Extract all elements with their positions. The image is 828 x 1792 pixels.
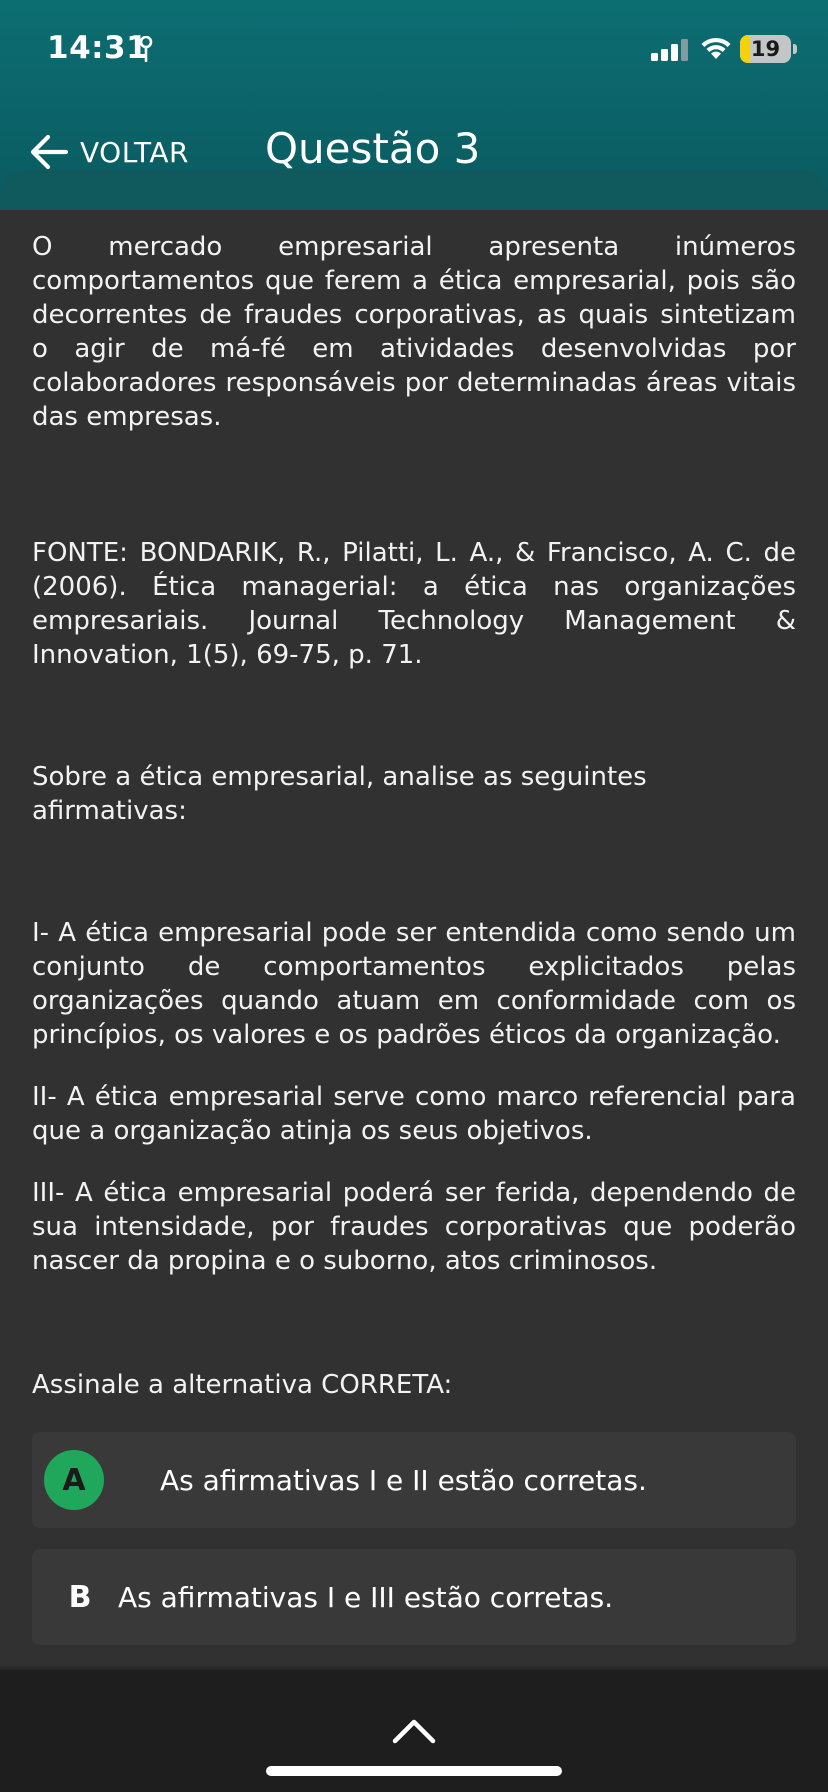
statement-1: I- A ética empresarial pode ser entendida como sendo um conjunto de comportamentos explicitados pelas organizações quando atuam em conformidade com os princípios, os valores e os padrões éticos da organização.	[32, 918, 796, 1050]
back-label: VOLTAR	[80, 135, 189, 169]
question-source: FONTE: BONDARIK, R., Pilatti, L. A., & Francisco, A. C. de (2006). Ética managerial: a ética nas organizações empresariais. Journal Technology Management & Innovation, 1(5), 69-75, p. 71.	[32, 538, 796, 670]
page-title: Questão 3	[265, 124, 481, 173]
header-bottom-edge	[0, 170, 828, 210]
location-icon	[139, 36, 153, 62]
question-instruction: Assinale a alternativa CORRETA:	[32, 1370, 453, 1400]
chevron-up-icon[interactable]	[392, 1717, 436, 1745]
option-letter-badge: A	[44, 1450, 104, 1510]
arrow-left-icon	[28, 131, 70, 173]
battery-nub	[793, 44, 797, 54]
back-button[interactable]	[28, 128, 189, 176]
status-bar	[0, 0, 828, 100]
statement-3: III- A ética empresarial poderá ser ferida, dependendo de sua intensidade, por fraudes corporativas que poderão nascer da propina e o suborno, atos criminosos.	[32, 1178, 796, 1276]
battery-indicator	[740, 35, 791, 63]
question-content	[32, 230, 796, 1402]
signal-icon	[651, 39, 691, 61]
option-a[interactable]	[32, 1432, 796, 1528]
option-text: As afirmativas I e II estão corretas.	[160, 1463, 647, 1497]
home-indicator[interactable]	[266, 1766, 562, 1776]
question-prompt: Sobre a ética empresarial, analise as seguintes afirmativas:	[32, 762, 647, 826]
question-intro: O mercado empresarial apresenta inúmeros comportamentos que ferem a ética empresarial, pois são decorrentes de fraudes corporativas, as quais sintetizam o agir de má-fé em atividades desenvolvidas por colaboradores responsáveis por determinadas áreas vitais das empresas.	[32, 232, 796, 432]
battery-level: 19	[750, 37, 781, 61]
option-letter: B	[68, 1579, 92, 1615]
wifi-icon	[700, 36, 732, 60]
status-time: 14:31	[47, 30, 149, 66]
option-text: As afirmativas I e III estão corretas.	[118, 1580, 614, 1614]
option-b[interactable]	[32, 1549, 796, 1645]
statement-2: II- A ética empresarial serve como marco referencial para que a organização atinja os seus objetivos.	[32, 1082, 796, 1146]
